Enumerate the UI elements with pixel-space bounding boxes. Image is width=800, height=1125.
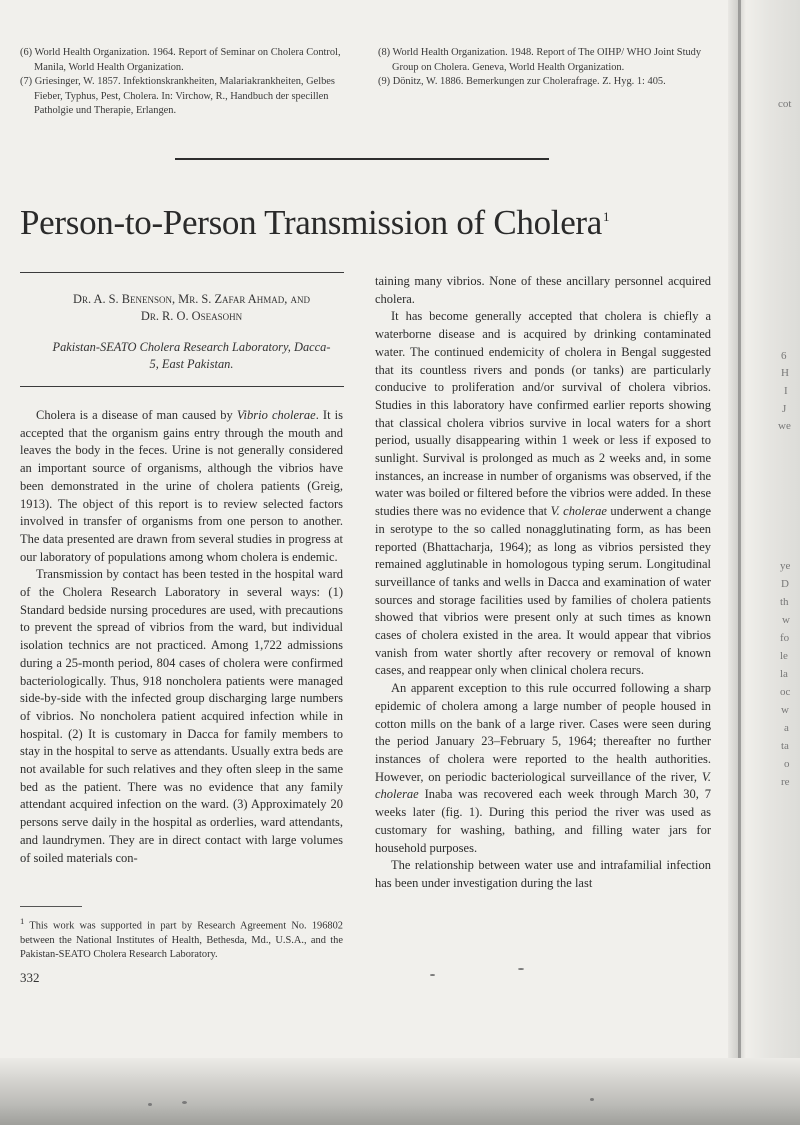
bleed-text: J: [782, 403, 787, 415]
scan-speck: [518, 968, 524, 970]
text-run: Cholera is a disease of man caused by: [36, 408, 237, 422]
bleed-text: 6: [781, 350, 787, 362]
body-column-left: [20, 407, 343, 867]
bleed-text: th: [780, 596, 789, 608]
authors-bottom-rule: [20, 386, 344, 387]
bleed-text: I: [784, 385, 788, 397]
title-footnote-mark: 1: [603, 209, 610, 224]
body-paragraph: The relationship between water use and intrafamilial infection has been under investigation during the last: [375, 858, 711, 890]
text-run: Inaba was recovered each week through March 30, 7 weeks later (fig. 1). During this period the river was used as customary for washing, bathing, and filling water jars for household purposes.: [375, 787, 711, 855]
bleed-text: ta: [781, 740, 789, 752]
scan-bottom-band: [0, 1058, 800, 1125]
page-number: 332: [20, 970, 40, 985]
references-right: [378, 46, 718, 90]
body-paragraph: Transmission by contact has been tested in the hospital ward of the Cholera Research Laboratory in several ways: (1) Standard bedside nursing procedures are used, with precautions to prevent the spread of vibrios from the ward, but individual isolation technics are not practiced. Among 1,722 admissions during a 25-month period, 804 cases of cholera were confirmed bacteriologically. Thus, 918 noncholera patients were managed side-by-side with the infected group discharging large numbers of vibrios. No noncholera patient acquired infection while in hospital. (2) It is customary in Dacca for family members to stay in the hospital to serve as attendants. Usually extra beds are not available for such relatives and they often sleep in the same bed as the patient. There was no evidence that any family attendant acquired infection on the ward. (3) Approximately 20 persons serve daily in the hospital as orderlies, ward attendants, and laundrymen. They are in direct contact with large volumes of soiled materials con-: [20, 567, 343, 865]
section-divider: [175, 158, 549, 160]
reference-item: (9) Dönitz, W. 1886. Bemerkungen zur Cholerafrage. Z. Hyg. 1: 405.: [378, 76, 666, 88]
article-title: [20, 203, 609, 243]
body-paragraph: [375, 680, 711, 857]
bleed-text: H: [781, 367, 789, 379]
scan-speck: [430, 974, 435, 976]
text-run: An apparent exception to this rule occurred following a sharp epidemic of cholera among a large number of people housed in cotton mills on the bank of a large river. Cases were seen during the period January 23–February 5, 1964; thereafter no further instances of cholera were reported to the health authorities. However, on periodic bacteriological surveillance of the river,: [375, 681, 711, 784]
text-run: underwent a change in serotype to the so called nonagglutinating form, as has been reported (Bhattacharja, 1964); as long as vibrios persisted they remained agglutinable in homologous typing serum. Longitudinal surveillance of tanks and wells in Dacca and examination of water sources and storage facilities used by families of cholera patients showed that vibrios were present only at such times as known cases of cholera existed in the area. It would appear that vibrios vanish from water shortly after recovery or removal of known cases, and reappear only when clinical cholera recurs.: [375, 504, 711, 678]
footnote: [20, 914, 343, 962]
body-paragraph: [375, 308, 711, 680]
title-text: Person-to-Person Transmission of Cholera: [20, 203, 603, 242]
bleed-text: la: [780, 668, 788, 680]
bleed-text: re: [781, 776, 790, 788]
text-run: . It is accepted that the organism gains entry through the mouth and leaves the body in the feces. Urine is not generally considered an important source of organisms, although the vibrios have been demonstrated in the urine of cholera patients (Greig, 1913). The object of this report is to review selected factors involved in transfer of organisms from one person to another. The data presented are drawn from several studies in progress at our laboratory of populations among whom cholera is endemic.: [20, 408, 343, 564]
bleed-text: fo: [780, 632, 790, 644]
footnote-text: This work was supported in part by Research Agreement No. 196802 between the National Institutes of Health, Bethesda, Md., U.S.A., and the Pakistan-SEATO Cholera Research Laboratory.: [20, 920, 343, 961]
bleed-text: w: [781, 704, 789, 716]
body-paragraph: [20, 407, 343, 566]
text-run: It has become generally accepted that cholera is chiefly a waterborne disease and is acquired by drinking contaminated water. The continued endemicity of cholera in Bengal suggested that its countless rivers and ponds (or tanks) are particularly conducive to proliferation and/or survival of cholera vibrios. Studies in this laboratory have confirmed earlier reports showing that classical cholera vibrios survive in local waters for a short period, usually disappearing within 1 week or less if exposed to sunlight. Survival is prolonged as much as 2 weeks and, in some instances, an increase in number of organisms was observed, if the water was boiled or filtered before the vibrios were added. In these studies there was no evidence that: [375, 309, 711, 519]
body-column-right: [375, 273, 711, 893]
scan-speck: [148, 1103, 152, 1106]
bleed-text: o: [784, 758, 790, 770]
references-left: [20, 46, 350, 119]
species-name: V. cholerae: [375, 769, 711, 802]
binding-edge-line: [738, 0, 741, 1070]
species-name: Vibrio cholerae: [236, 408, 316, 422]
body-paragraph: taining many vibrios. None of these ancillary personnel acquired cholera.: [375, 274, 711, 306]
bleed-text: ye: [780, 560, 791, 572]
bleed-text: w: [782, 614, 790, 626]
scan-speck: [590, 1098, 594, 1101]
footnote-mark: 1: [20, 916, 25, 926]
bleed-text: cot: [778, 98, 792, 110]
species-name: V. cholerae: [550, 504, 607, 519]
reference-item: (7) Griesinger, W. 1857. Infektionskrankheiten, Malariakrankheiten, Gelbes Fieber, Typhus, Pest, Cholera. In: Virchow, R., Handbuch der specillen Patholgie und Therapie, Erlangen.: [20, 76, 335, 117]
scan-speck: [182, 1101, 187, 1104]
authors-line: Dr. A. S. Benenson, Mr. S. Zafar Ahmad, and: [73, 292, 310, 306]
bleed-text: oc: [780, 686, 791, 698]
authors-top-rule: [20, 272, 344, 273]
bleed-text: D: [781, 578, 789, 590]
bleed-text: we: [778, 420, 791, 432]
authors-line: Dr. R. O. Oseasohn: [140, 309, 243, 323]
bleed-text: a: [784, 722, 789, 734]
affiliation-line: 5, East Pakistan.: [149, 357, 234, 371]
author-block: [20, 291, 363, 325]
reference-item: (6) World Health Organization. 1964. Report of Seminar on Cholera Control, Manila, World Health Organization.: [20, 47, 341, 73]
affiliation-line: Pakistan-SEATO Cholera Research Laboratory, Dacca-: [52, 340, 331, 354]
reference-item: (8) World Health Organization. 1948. Report of The OIHP/ WHO Joint Study Group on Cholera. Geneva, World Health Organization.: [378, 47, 702, 73]
bleed-text: le: [780, 650, 788, 662]
footnote-rule: [20, 906, 82, 907]
affiliation: [20, 339, 363, 373]
